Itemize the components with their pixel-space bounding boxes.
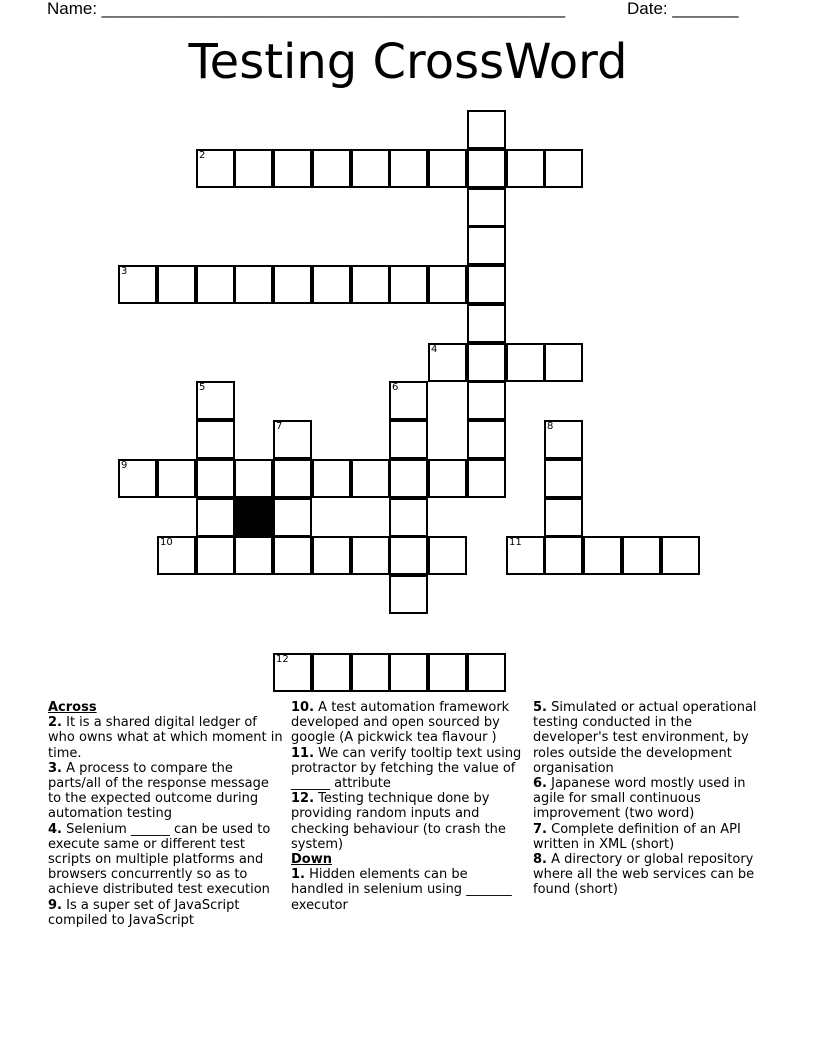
grid-cell[interactable] xyxy=(196,459,235,498)
grid-cell[interactable] xyxy=(428,149,467,188)
grid-cell[interactable] xyxy=(428,459,467,498)
grid-cell[interactable] xyxy=(544,149,583,188)
clue-number: 3. xyxy=(48,760,62,776)
cell-number: 12 xyxy=(276,654,289,665)
cell-number: 9 xyxy=(121,460,128,471)
grid-cell[interactable] xyxy=(389,653,428,692)
grid-cell[interactable] xyxy=(467,420,506,459)
across-heading: Across xyxy=(48,700,97,715)
clue-number: 7. xyxy=(533,821,547,837)
grid-cell[interactable] xyxy=(351,149,390,188)
grid-cell[interactable] xyxy=(234,265,273,304)
grid-cell-4[interactable] xyxy=(428,343,467,382)
grid-cell[interactable] xyxy=(273,149,312,188)
grid-cell[interactable] xyxy=(467,343,506,382)
grid-cell[interactable] xyxy=(234,459,273,498)
grid-cell[interactable] xyxy=(467,110,506,149)
grid-cell[interactable] xyxy=(544,343,583,382)
grid-cell[interactable] xyxy=(312,265,351,304)
down-clue-8 xyxy=(533,852,769,898)
grid-cell[interactable] xyxy=(467,226,506,265)
grid-cell[interactable] xyxy=(196,536,235,575)
clue-text: Simulated or actual operational testing conducted in the developer's test environment, by roles outside the development organisation xyxy=(533,700,757,776)
grid-cell[interactable] xyxy=(661,536,700,575)
clue-text: Hidden elements can be handled in selenium using _______ executor xyxy=(291,867,512,913)
across-clue-4 xyxy=(48,822,284,898)
cell-number: 4 xyxy=(431,344,438,355)
cell-number: 8 xyxy=(547,421,554,432)
grid-cell[interactable] xyxy=(157,459,196,498)
cell-number: 5 xyxy=(199,382,206,393)
clue-text: Is a super set of JavaScript compiled to JavaScript xyxy=(48,897,240,928)
grid-cell[interactable] xyxy=(467,149,506,188)
clue-text: A test automation framework developed and open sourced by google (A pickwick tea flavour ) xyxy=(291,700,510,746)
clue-number: 11. xyxy=(291,745,315,761)
grid-cell-12[interactable] xyxy=(273,653,312,692)
clue-text: Complete definition of an API written in XML (short) xyxy=(533,821,741,852)
grid-cell[interactable] xyxy=(273,536,312,575)
grid-cell[interactable] xyxy=(467,653,506,692)
date-field-line: Date: _______ xyxy=(627,0,739,18)
grid-cell[interactable] xyxy=(389,459,428,498)
grid-cell[interactable] xyxy=(196,498,235,537)
grid-cell[interactable] xyxy=(196,420,235,459)
grid-cell[interactable] xyxy=(467,381,506,420)
grid-cell[interactable] xyxy=(389,575,428,614)
grid-cell[interactable] xyxy=(196,265,235,304)
grid-cell[interactable] xyxy=(157,265,196,304)
cell-number: 2 xyxy=(199,150,206,161)
grid-cell[interactable] xyxy=(351,653,390,692)
down-clue-7 xyxy=(533,822,769,852)
across-clue-9 xyxy=(48,898,284,928)
clues-column-3 xyxy=(533,700,769,898)
clue-number: 8. xyxy=(533,852,547,868)
grid-cell[interactable] xyxy=(273,459,312,498)
grid-cell[interactable] xyxy=(351,265,390,304)
grid-cell[interactable] xyxy=(389,536,428,575)
grid-cell[interactable] xyxy=(506,343,545,382)
grid-cell-2[interactable] xyxy=(196,149,235,188)
grid-cell[interactable] xyxy=(351,459,390,498)
clue-number: 4. xyxy=(48,821,62,837)
grid-cell-8[interactable] xyxy=(544,420,583,459)
grid-cell[interactable] xyxy=(583,536,622,575)
clue-number: 10. xyxy=(291,700,315,715)
grid-cell[interactable] xyxy=(389,498,428,537)
grid-cell[interactable] xyxy=(312,149,351,188)
grid-cell[interactable] xyxy=(389,149,428,188)
grid-cell[interactable] xyxy=(467,188,506,227)
grid-cell[interactable] xyxy=(544,498,583,537)
grid-cell-6[interactable] xyxy=(389,381,428,420)
grid-cell-5[interactable] xyxy=(196,381,235,420)
grid-cell[interactable] xyxy=(428,653,467,692)
clue-text: We can verify tooltip text using protractor by fetching the value of ______ attribute xyxy=(291,745,522,792)
clue-number: 1. xyxy=(291,867,305,883)
grid-cell[interactable] xyxy=(467,265,506,304)
grid-cell[interactable] xyxy=(467,304,506,343)
down-clue-5 xyxy=(533,700,769,776)
page-title: Testing CrossWord xyxy=(188,34,628,90)
down-clue-6 xyxy=(533,776,769,822)
black-square xyxy=(234,498,273,537)
clue-number: 9. xyxy=(48,897,62,913)
grid-cell[interactable] xyxy=(506,149,545,188)
grid-cell[interactable] xyxy=(312,653,351,692)
grid-cell[interactable] xyxy=(351,536,390,575)
clue-text: Selenium ______ can be used to execute same or different test scripts on multiple platforms and browsers concurrently so as to achieve distributed test execution xyxy=(48,821,271,898)
across-clue-2 xyxy=(48,715,284,761)
grid-cell[interactable] xyxy=(273,498,312,537)
cell-number: 11 xyxy=(509,537,522,548)
clue-text: Testing technique done by providing random inputs and checking behaviour (to crash the system) xyxy=(291,791,506,852)
clue-text: A process to compare the parts/all of the response message to the expected outcome during automation testing xyxy=(48,760,269,822)
grid-cell[interactable] xyxy=(544,459,583,498)
clue-number: 12. xyxy=(291,791,315,807)
cell-number: 10 xyxy=(160,537,173,548)
across-clue-10 xyxy=(291,700,523,746)
grid-cell[interactable] xyxy=(389,420,428,459)
grid-cell[interactable] xyxy=(428,536,467,575)
down-clue-1 xyxy=(291,867,523,913)
clue-text: Japanese word mostly used in agile for small continuous improvement (two word) xyxy=(533,776,746,822)
clue-text: It is a shared digital ledger of who owns what at which moment in time. xyxy=(48,715,283,761)
clues-column-2 xyxy=(291,700,523,913)
down-heading: Down xyxy=(291,852,332,868)
clue-text: A directory or global repository where all the web services can be found (short) xyxy=(533,852,755,898)
grid-cell[interactable] xyxy=(544,536,583,575)
clues-column-1 xyxy=(48,700,284,928)
across-clue-12 xyxy=(291,791,523,852)
name-field-line: Name: _________________________________________________ xyxy=(47,0,566,18)
grid-cell-10[interactable] xyxy=(157,536,196,575)
grid-cell[interactable] xyxy=(234,149,273,188)
clue-number: 5. xyxy=(533,700,547,715)
grid-cell-11[interactable] xyxy=(506,536,545,575)
clue-number: 6. xyxy=(533,776,547,792)
grid-cell-7[interactable] xyxy=(273,420,312,459)
clue-number: 2. xyxy=(48,715,62,731)
across-clue-11 xyxy=(291,746,523,792)
grid-cell[interactable] xyxy=(389,265,428,304)
grid-cell[interactable] xyxy=(312,536,351,575)
cell-number: 6 xyxy=(392,382,399,393)
grid-cell-3[interactable] xyxy=(118,265,157,304)
cell-number: 7 xyxy=(276,421,283,432)
cell-number: 3 xyxy=(121,266,128,277)
grid-cell[interactable] xyxy=(273,265,312,304)
grid-cell[interactable] xyxy=(467,459,506,498)
grid-cell-9[interactable] xyxy=(118,459,157,498)
grid-cell[interactable] xyxy=(312,459,351,498)
grid-cell[interactable] xyxy=(622,536,661,575)
grid-cell[interactable] xyxy=(428,265,467,304)
across-clue-3 xyxy=(48,761,284,822)
grid-cell[interactable] xyxy=(234,536,273,575)
